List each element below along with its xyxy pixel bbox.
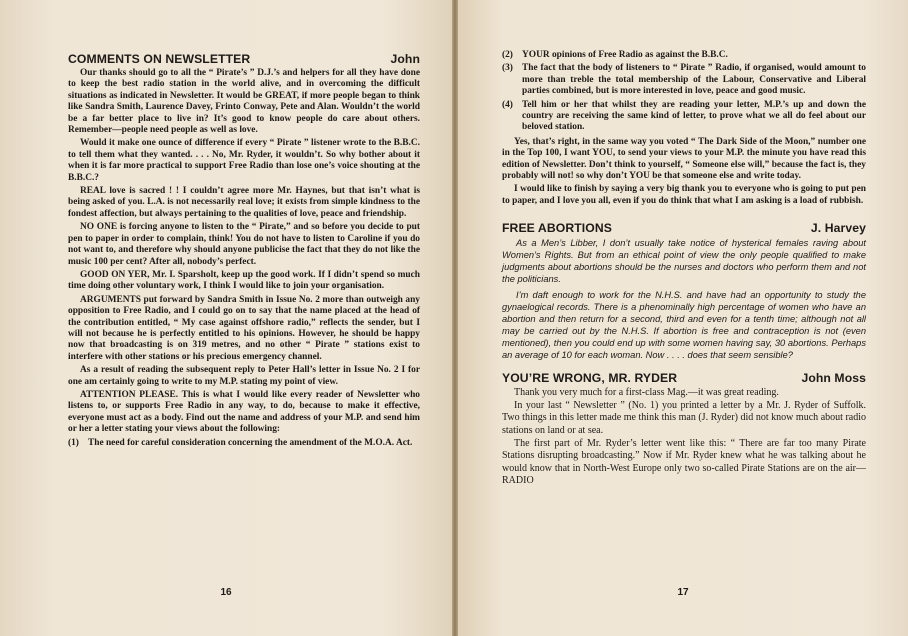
paragraph: In your last “ Newsletter ” (No. 1) you printed a letter by a Mr. J. Ryder of Suffolk. Two things in this letter made me think this man (J. Ryder) did not know much about radio stations on land or at sea. bbox=[502, 399, 866, 437]
list-text: Tell him or her that whilst they are reading your letter, M.P.’s up and down the country are receiving the same kind of letter, to prove what we all do feel about our beloved station. bbox=[522, 99, 866, 133]
paragraph: As a Men’s Libber, I don’t usually take notice of hysterical females raving about Women’s Rights. But from an ethical point of view the only people qualified to make judgments about abortions should be the nurses and doctors who perform them and not the politicians. bbox=[502, 238, 866, 285]
article-author: John Moss bbox=[801, 371, 866, 386]
free-abortions-article bbox=[502, 221, 866, 361]
page-number: 16 bbox=[220, 587, 232, 598]
article-title: FREE ABORTIONS bbox=[502, 221, 612, 236]
left-page bbox=[0, 0, 452, 636]
article-body bbox=[502, 387, 866, 488]
numbered-list bbox=[502, 50, 866, 134]
article-title: COMMENTS ON NEWSLETTER bbox=[68, 52, 251, 66]
article-body bbox=[68, 68, 420, 449]
paragraph: Our thanks should go to all the “ Pirate’s ” D.J.’s and helpers for all they have done to keep the best radio station in the world alive, and in overcoming the difficult situations as indicated in Newsletter. It would be GREAT, if more people began to think like Sandra Smith, Laurence Davey, Frinto Conway, Pete and Alan. Wouldn’t the world be a far better place to live in? It’s good to know people do care about others. Remember—people need people as well as love. bbox=[68, 68, 420, 136]
paragraph: ARGUMENTS put forward by Sandra Smith in Issue No. 2 more than outweigh any opposition to Free Radio, and I could go on to say that the name placed at the head of the contribution entitled, “ My case against offshore radio,” reflects the sender, but I will not because he is perfectly entitled to his opinions. However, he should be happy now that broadcasting is on 319 metres, and no other “ Pirate ” stations exist to interfere with other stations or his precious emergency channel. bbox=[68, 294, 420, 362]
paragraph: The first part of Mr. Ryder’s letter went like this: “ There are far too many Pirate Stations disrupting broadcasting.” Now if Mr. Ryder knew what he was talking about he would know that in North-West Europe only two so-called Pirate Stations are on the air—RADIO bbox=[502, 437, 866, 487]
article-title: YOU’RE WRONG, MR. RYDER bbox=[502, 371, 678, 386]
paragraph: I would like to finish by saying a very big thank you to everyone who is going to put pen to paper, and I love you all, even if you do think that what I am asking is a load of rubbish. bbox=[502, 184, 866, 206]
list-text: The need for careful consideration concerning the amendment of the M.O.A. Act. bbox=[88, 437, 413, 448]
list-text: The fact that the body of listeners to “ Pirate ” Radio, if organised, would amount to more than treble the total membership of the Labour, Conservative and Liberal parties combined, but is more interested in love, peace and good music. bbox=[522, 63, 866, 97]
article-author: J. Harvey bbox=[810, 221, 866, 236]
paragraph: As a result of reading the subsequent reply to Peter Hall’s letter in Issue No. 2 I for one am certainly going to write to my M.P. stating my point of view. bbox=[68, 365, 420, 387]
article-heading bbox=[502, 221, 866, 235]
paragraph: Yes, that’s right, in the same way you voted “ The Dark Side of the Moon,” number one in the Top 100, I want YOU, to send your views to your M.P. the minute you have read this edition of Newsletter. Don’t think to yourself, “ Someone else will,” because the fact is, they probably will not! so why don’t YOU be that someone else and write today. bbox=[502, 136, 866, 182]
list-number: (4) bbox=[502, 99, 513, 110]
paragraph: Would it make one ounce of difference if every “ Pirate ” listener wrote to the B.B.C. to tell them what they wanted. . . . No, Mr. Ryder, it wouldn’t. So why bother about it when it is far more practical to support Free Radio than lose one’s voice shouting at the B.B.C.? bbox=[68, 138, 420, 183]
list-number: (1) bbox=[68, 437, 79, 448]
paragraph: REAL love is sacred ! ! I couldn’t agree more Mr. Haynes, but that isn’t what is being asked of you. L.A. is not necessarily real love; it exists from simple kindness to the fondest affection, but always pertaining to the qualities of love, peace and friendship. bbox=[68, 186, 420, 219]
paragraph: ATTENTION PLEASE. This is what I would like every reader of Newsletter who listens to, or supports Free Radio in any way, to do, because to make it effective, everyone must act as a body. Find out the name and address of your M.P. and send him or her a letter stating your views about the following: bbox=[68, 389, 420, 435]
wrong-mr-ryder-article bbox=[502, 371, 866, 488]
article-continuation bbox=[502, 50, 866, 207]
article-author: John bbox=[390, 52, 420, 66]
paragraph: I’m daft enough to work for the N.H.S. and have had an opportunity to study the gynaelogical records. There is a phenominally high percentage of women who have an abortion and then return for a second, third and even for a tenth time; although not all may be carried out by the N.H.S. If abortion is free and contraception is not (even mentioned), then you could end up with some women having say, 30 abortions. Perhaps an average of 10 for each woman. Now . . . . does that seem sensible? bbox=[502, 290, 866, 361]
list-item bbox=[502, 100, 866, 134]
list-text: YOUR opinions of Free Radio as against the B.B.C. bbox=[522, 50, 728, 60]
paragraph: Thank you very much for a first-class Mag.—it was great reading. bbox=[514, 387, 779, 399]
paragraph: GOOD ON YER, Mr. I. Sparsholt, keep up the good work. If I didn’t spend so much time doing other voluntary work, I think I would like to join your organisation. bbox=[68, 269, 420, 292]
article-body bbox=[502, 237, 866, 361]
list-item bbox=[502, 50, 866, 61]
right-page bbox=[458, 0, 908, 636]
numbered-list bbox=[68, 438, 420, 449]
article-heading bbox=[502, 371, 866, 385]
list-item bbox=[68, 438, 420, 449]
list-number: (2) bbox=[502, 50, 513, 60]
list-number: (3) bbox=[502, 63, 513, 74]
list-item bbox=[502, 63, 866, 97]
page-number: 17 bbox=[677, 587, 689, 598]
paragraph: NO ONE is forcing anyone to listen to the “ Pirate,” and so before you decide to put pen to paper in order to complain, think! You do not have to listen to Caroline if you do not want to, and therefore why should anyone publicise the fact that they do not like the music 100 per cent? After all, nobody’s perfect. bbox=[68, 222, 420, 267]
article-heading bbox=[68, 52, 420, 66]
